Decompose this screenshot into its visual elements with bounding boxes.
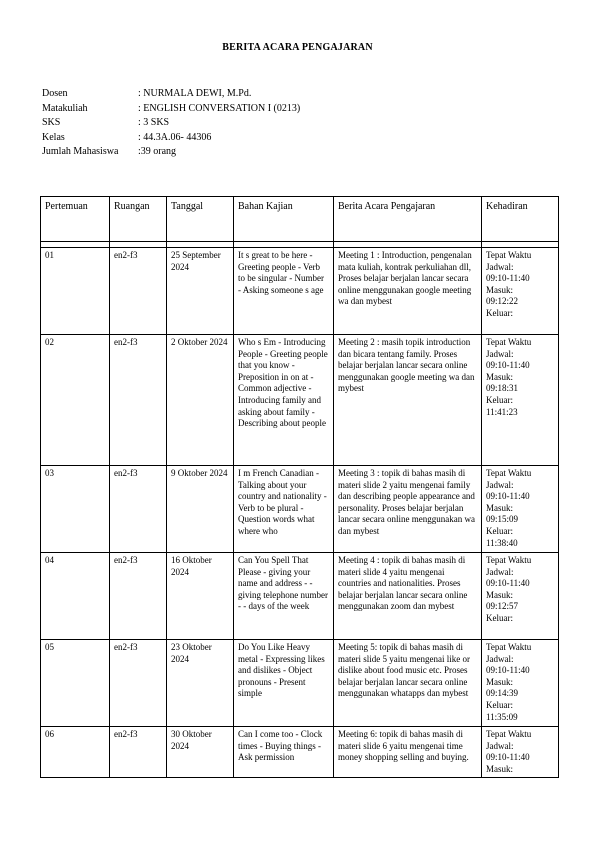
cell-kehadiran [482, 248, 559, 335]
cell-tanggal: 25 September 2024 [167, 248, 234, 335]
info-label: SKS [42, 117, 61, 128]
kehadiran-keluar-label: Keluar: [486, 394, 513, 405]
cell-berita-acara: Meeting 1 : Introduction, pengenalan mata kuliah, kontrak perkuliahan dll, Proses belajar berjalan lancar secara online menggunakan google meeting wa dan mybest [334, 248, 482, 335]
kehadiran-jadwal-time: 09:10-11:40 [486, 360, 530, 371]
kehadiran-masuk-label: Masuk: [486, 676, 513, 687]
table-header-row [41, 197, 559, 242]
kehadiran-keluar-label: Keluar: [486, 307, 513, 318]
cell-ruangan: en2-f3 [110, 727, 167, 778]
kehadiran-keluar-label: Keluar: [486, 525, 513, 536]
cell-bahan-kajian: I m French Canadian - Talking about your country and nationality - Verb to be plural - Question words what where who [234, 466, 334, 553]
cell-kehadiran [482, 466, 559, 553]
header-kehadiran: Kehadiran [482, 197, 559, 242]
cell-pertemuan: 06 [41, 727, 110, 778]
cell-bahan-kajian: It s great to be here - Greeting people - Verb to be singular - Number - Asking someone s age [234, 248, 334, 335]
table-row [41, 466, 559, 553]
cell-ruangan: en2-f3 [110, 553, 167, 640]
kehadiran-masuk-label: Masuk: [486, 502, 513, 513]
kehadiran-jadwal-label: Jadwal: [486, 740, 514, 751]
header-tanggal: Tanggal [167, 197, 234, 242]
cell-ruangan: en2-f3 [110, 640, 167, 727]
kehadiran-jadwal-label: Jadwal: [486, 261, 514, 272]
teaching-record-table [40, 196, 559, 778]
info-value: : ENGLISH CONVERSATION I (0213) [138, 102, 301, 114]
table-row [41, 335, 559, 466]
kehadiran-keluar-label: Keluar: [486, 699, 513, 710]
cell-kehadiran [482, 640, 559, 727]
table-row [41, 727, 559, 778]
table-row [41, 248, 559, 335]
kehadiran-masuk-time: 09:18:31 [486, 383, 519, 394]
header-bahan-kajian: Bahan Kajian [234, 197, 334, 242]
kehadiran-jadwal-time: 09:10-11:40 [486, 665, 530, 676]
kehadiran-status: Tepat Waktu [486, 468, 532, 478]
cell-berita-acara: Meeting 5: topik di bahas masih di materi slide 5 yaitu mengenai like or dislike about food music etc. Proses belajar berjalan lancar secara online menggunakan whatapps dan mybest [334, 640, 482, 727]
kehadiran-keluar-time: 11:41:23 [486, 406, 518, 417]
cell-pertemuan: 03 [41, 466, 110, 553]
cell-pertemuan: 04 [41, 553, 110, 640]
info-label: Jumlah Mahasiswa [42, 146, 119, 157]
kehadiran-keluar-time: 11:35:09 [486, 711, 518, 722]
kehadiran-masuk-time: 09:14:39 [486, 688, 519, 699]
info-label: Dosen [42, 88, 68, 99]
cell-tanggal: 16 Oktober 2024 [167, 553, 234, 640]
table-row [41, 553, 559, 640]
header-berita-acara: Berita Acara Pengajaran [334, 197, 482, 242]
info-label: Matakuliah [42, 102, 88, 114]
cell-tanggal: 9 Oktober 2024 [167, 466, 234, 553]
cell-bahan-kajian: Can You Spell That Please - giving your name and address - - giving telephone number - - days of the week [234, 553, 334, 640]
cell-berita-acara: Meeting 4 : topik di bahas masih di materi slide 4 yaitu mengenai countries and nationalities. Proses belajar berjalan lancar secara online menggunakan zoom dan mybest [334, 553, 482, 640]
info-label: Kelas [42, 131, 65, 143]
info-value: : NURMALA DEWI, M.Pd. [138, 88, 252, 99]
info-value: : 44.3A.06- 44306 [138, 131, 212, 143]
cell-ruangan: en2-f3 [110, 466, 167, 553]
kehadiran-masuk-label: Masuk: [486, 284, 513, 295]
cell-pertemuan: 05 [41, 640, 110, 727]
kehadiran-jadwal-label: Jadwal: [486, 653, 514, 664]
kehadiran-masuk-time: 09:12:57 [486, 601, 519, 612]
document-title: BERITA ACARA PENGAJARAN [222, 42, 373, 53]
table-row [41, 640, 559, 727]
cell-pertemuan: 01 [41, 248, 110, 335]
cell-pertemuan: 02 [41, 335, 110, 466]
kehadiran-masuk-label: Masuk: [486, 589, 513, 600]
cell-tanggal: 2 Oktober 2024 [167, 335, 234, 466]
kehadiran-keluar-label: Keluar: [486, 612, 513, 623]
kehadiran-status: Tepat Waktu [486, 337, 532, 347]
info-row-jumlah-mahasiswa [42, 145, 300, 160]
kehadiran-jadwal-time: 09:10-11:40 [486, 752, 530, 763]
cell-kehadiran [482, 335, 559, 466]
header-pertemuan: Pertemuan [41, 197, 110, 242]
course-info [42, 87, 300, 160]
cell-berita-acara: Meeting 2 : masih topik introduction dan bicara tentang family. Proses belajar berjalan lancar secara online menggunakan google meeting wa dan mybest [334, 335, 482, 466]
kehadiran-jadwal-time: 09:10-11:40 [486, 491, 530, 502]
cell-kehadiran [482, 727, 559, 778]
kehadiran-status: Tepat Waktu [486, 642, 532, 652]
cell-bahan-kajian: Can I come too - Clock times - Buying things - Ask permission [234, 727, 334, 778]
cell-bahan-kajian: Do You Like Heavy metal - Expressing likes and dislikes - Object pronouns - Present simple [234, 640, 334, 727]
kehadiran-status: Tepat Waktu [486, 555, 532, 565]
info-row-kelas [42, 131, 300, 146]
kehadiran-jadwal-label: Jadwal: [486, 348, 514, 359]
cell-tanggal: 30 Oktober 2024 [167, 727, 234, 778]
info-value: : 3 SKS [138, 117, 170, 128]
kehadiran-masuk-time: 09:15:09 [486, 514, 519, 525]
cell-tanggal: 23 Oktober 2024 [167, 640, 234, 727]
info-value: :39 orang [138, 146, 177, 157]
kehadiran-masuk-label: Masuk: [486, 763, 513, 774]
info-row-sks [42, 116, 300, 131]
header-ruangan: Ruangan [110, 197, 167, 242]
cell-berita-acara: Meeting 3 : topik di bahas masih di materi slide 2 yaitu mengenai family dan describing people appearance and personality. Proses belajar berjalan lancar secara online menggunakan wa dan mybest [334, 466, 482, 553]
kehadiran-jadwal-time: 09:10-11:40 [486, 578, 530, 589]
kehadiran-jadwal-label: Jadwal: [486, 479, 514, 490]
info-row-matakuliah [42, 102, 300, 117]
kehadiran-jadwal-time: 09:10-11:40 [486, 273, 530, 284]
info-row-dosen [42, 87, 300, 102]
cell-bahan-kajian: Who s Em - Introducing People - Greeting people that you know - Preposition in on at - Common adjective - Introducing family and asking about family - Describing about people [234, 335, 334, 466]
cell-berita-acara: Meeting 6: topik di bahas masih di materi slide 6 yaitu mengenai time money shopping selling and buying. [334, 727, 482, 778]
kehadiran-masuk-time: 09:12:22 [486, 296, 519, 307]
cell-ruangan: en2-f3 [110, 248, 167, 335]
kehadiran-masuk-label: Masuk: [486, 371, 513, 382]
kehadiran-status: Tepat Waktu [486, 729, 532, 739]
kehadiran-jadwal-label: Jadwal: [486, 566, 514, 577]
cell-kehadiran [482, 553, 559, 640]
cell-ruangan: en2-f3 [110, 335, 167, 466]
kehadiran-keluar-time: 11:38:40 [486, 537, 518, 548]
kehadiran-status: Tepat Waktu [486, 250, 532, 260]
